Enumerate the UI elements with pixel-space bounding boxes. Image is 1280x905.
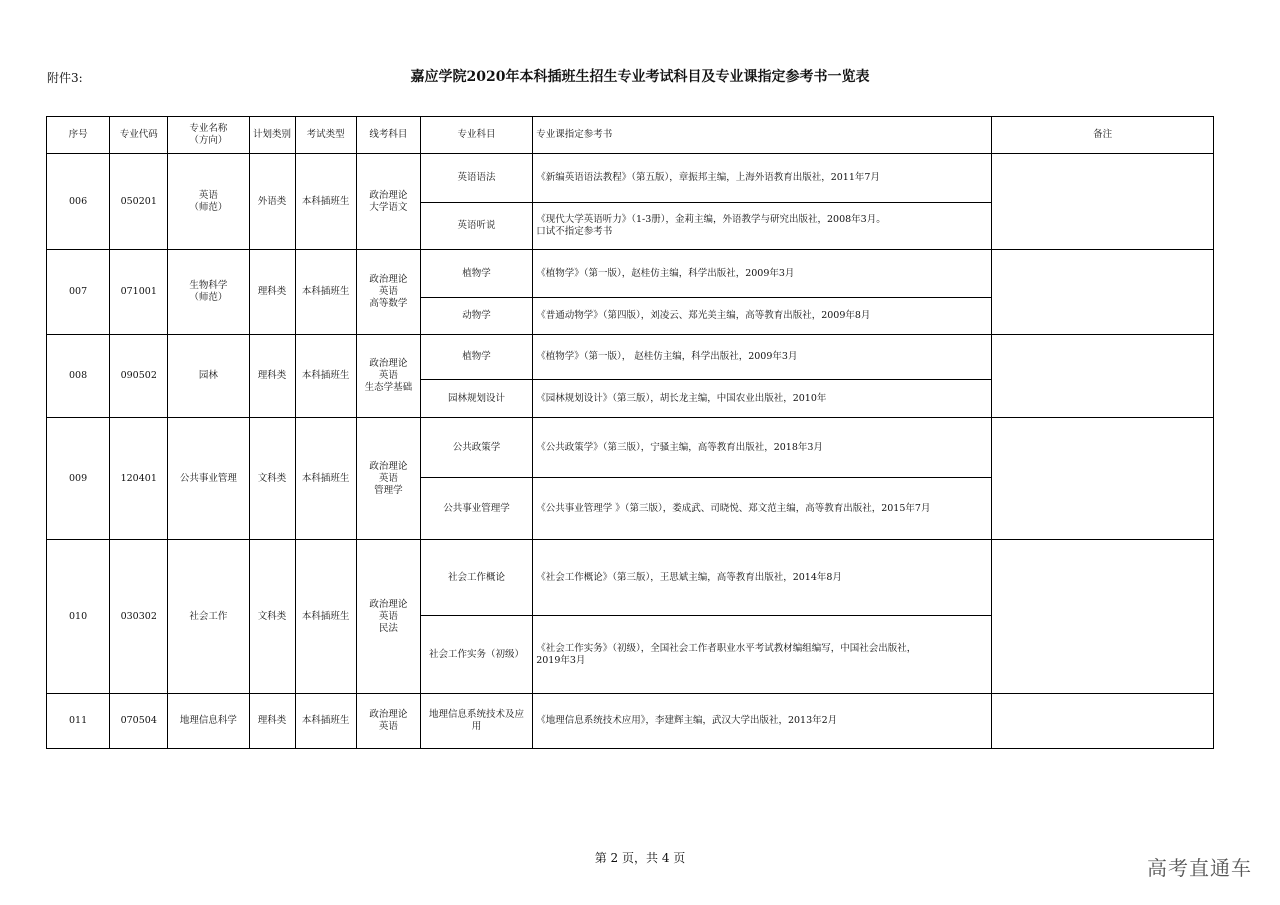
- header-seq: 序号: [47, 117, 110, 154]
- cell-major-name: 社会工作: [168, 540, 249, 694]
- cell-code: 071001: [110, 250, 168, 335]
- header-exam-type: 考试类型: [295, 117, 356, 154]
- cell-plan: 理科类: [249, 694, 295, 749]
- watermark: 高考直通车: [1147, 856, 1252, 880]
- cell-major-subject: 植物学: [420, 250, 532, 298]
- table-row: [47, 694, 1214, 749]
- cell-remarks: [992, 540, 1214, 694]
- cell-major-subject: 公共政策学: [420, 418, 532, 478]
- cell-seq: 008: [47, 335, 110, 418]
- cell-major-subject: 动物学: [420, 298, 532, 335]
- cell-reference-book: 《公共事业管理学 》（第三版），娄成武、司晓悦、郑文范主编，高等教育出版社，2015年7月: [533, 478, 992, 540]
- cell-line-subjects: 政治理论 英语 生态学基础: [356, 335, 420, 418]
- cell-major-subject: 社会工作实务（初级）: [420, 616, 532, 694]
- page-title: 嘉应学院2020年本科插班生招生专业考试科目及专业课指定参考书一览表: [410, 69, 870, 85]
- table-row: [47, 250, 1214, 298]
- cell-major-name: 公共事业管理: [168, 418, 249, 540]
- cell-plan: 理科类: [249, 335, 295, 418]
- cell-remarks: [992, 335, 1214, 418]
- cell-reference-book: 《社会工作概论》（第三版），王思斌主编，高等教育出版社，2014年8月: [533, 540, 992, 616]
- table-row: [47, 335, 1214, 380]
- exam-subjects-table: [46, 116, 1214, 749]
- cell-exam-type: 本科插班生: [295, 335, 356, 418]
- cell-reference-book: 《植物学》（第一版）， 赵桂仿主编，科学出版社，2009年3月: [533, 335, 992, 380]
- cell-seq: 006: [47, 154, 110, 250]
- table-row: [47, 540, 1214, 616]
- cell-line-subjects: 政治理论 英语 民法: [356, 540, 420, 694]
- cell-seq: 009: [47, 418, 110, 540]
- cell-reference-book: 《新编英语语法教程》（第五版），章振邦主编，上海外语教育出版社，2011年7月: [533, 154, 992, 203]
- cell-remarks: [992, 418, 1214, 540]
- cell-line-subjects: 政治理论 英语: [356, 694, 420, 749]
- cell-plan: 理科类: [249, 250, 295, 335]
- cell-code: 090502: [110, 335, 168, 418]
- cell-exam-type: 本科插班生: [295, 540, 356, 694]
- cell-major-subject: 社会工作概论: [420, 540, 532, 616]
- cell-major-name: 生物科学 （师范）: [168, 250, 249, 335]
- cell-reference-book: 《普通动物学》（第四版），刘凌云、郑光美主编，高等教育出版社，2009年8月: [533, 298, 992, 335]
- cell-plan: 文科类: [249, 418, 295, 540]
- table-header-row: [47, 117, 1214, 154]
- cell-major-name: 地理信息科学: [168, 694, 249, 749]
- cell-seq: 010: [47, 540, 110, 694]
- cell-reference-book: 《园林规划设计》（第三版），胡长龙主编，中国农业出版社，2010年: [533, 380, 992, 418]
- cell-plan: 外语类: [249, 154, 295, 250]
- cell-reference-book: 《公共政策学》（第三版），宁骚主编，高等教育出版社，2018年3月: [533, 418, 992, 478]
- cell-reference-book: 《社会工作实务》（初级），全国社会工作者职业水平考试教材编组编写，中国社会出版社， 2019年3月: [533, 616, 992, 694]
- cell-code: 120401: [110, 418, 168, 540]
- cell-major-subject: 园林规划设计: [420, 380, 532, 418]
- cell-major-subject: 地理信息系统技术及应 用: [420, 694, 532, 749]
- cell-major-subject: 公共事业管理学: [420, 478, 532, 540]
- cell-reference-book: 《现代大学英语听力》（1-3册），金莉主编，外语教学与研究出版社，2008年3月。 口试不指定参考书: [533, 203, 992, 250]
- cell-line-subjects: 政治理论 大学语文: [356, 154, 420, 250]
- header-major-subject: 专业科目: [420, 117, 532, 154]
- header-remarks: 备注: [992, 117, 1214, 154]
- table-row: [47, 154, 1214, 203]
- header-code: 专业代码: [110, 117, 168, 154]
- cell-major-name: 园林: [168, 335, 249, 418]
- cell-major-subject: 英语听说: [420, 203, 532, 250]
- cell-exam-type: 本科插班生: [295, 154, 356, 250]
- cell-line-subjects: 政治理论 英语 高等数学: [356, 250, 420, 335]
- cell-seq: 007: [47, 250, 110, 335]
- cell-major-name: 英语 （师范）: [168, 154, 249, 250]
- cell-exam-type: 本科插班生: [295, 418, 356, 540]
- cell-seq: 011: [47, 694, 110, 749]
- cell-remarks: [992, 250, 1214, 335]
- cell-exam-type: 本科插班生: [295, 250, 356, 335]
- cell-exam-type: 本科插班生: [295, 694, 356, 749]
- header-name: 专业名称 （方向）: [168, 117, 249, 154]
- cell-line-subjects: 政治理论 英语 管理学: [356, 418, 420, 540]
- attachment-label: 附件3:: [47, 71, 83, 85]
- cell-reference-book: 《地理信息系统技术应用》，李建辉主编，武汉大学出版社，2013年2月: [533, 694, 992, 749]
- cell-major-subject: 英语语法: [420, 154, 532, 203]
- table-row: [47, 418, 1214, 478]
- cell-remarks: [992, 694, 1214, 749]
- header-plan: 计划类别: [249, 117, 295, 154]
- cell-code: 050201: [110, 154, 168, 250]
- table-viewport: [46, 116, 1214, 751]
- cell-code: 070504: [110, 694, 168, 749]
- cell-plan: 文科类: [249, 540, 295, 694]
- header-books: 专业课指定参考书: [533, 117, 992, 154]
- cell-reference-book: 《植物学》（第一版），赵桂仿主编，科学出版社，2009年3月: [533, 250, 992, 298]
- cell-remarks: [992, 154, 1214, 250]
- header-line-subjects: 线考科目: [356, 117, 420, 154]
- cell-major-subject: 植物学: [420, 335, 532, 380]
- cell-code: 030302: [110, 540, 168, 694]
- page-footer: 第 2 页，共 4 页: [594, 851, 686, 865]
